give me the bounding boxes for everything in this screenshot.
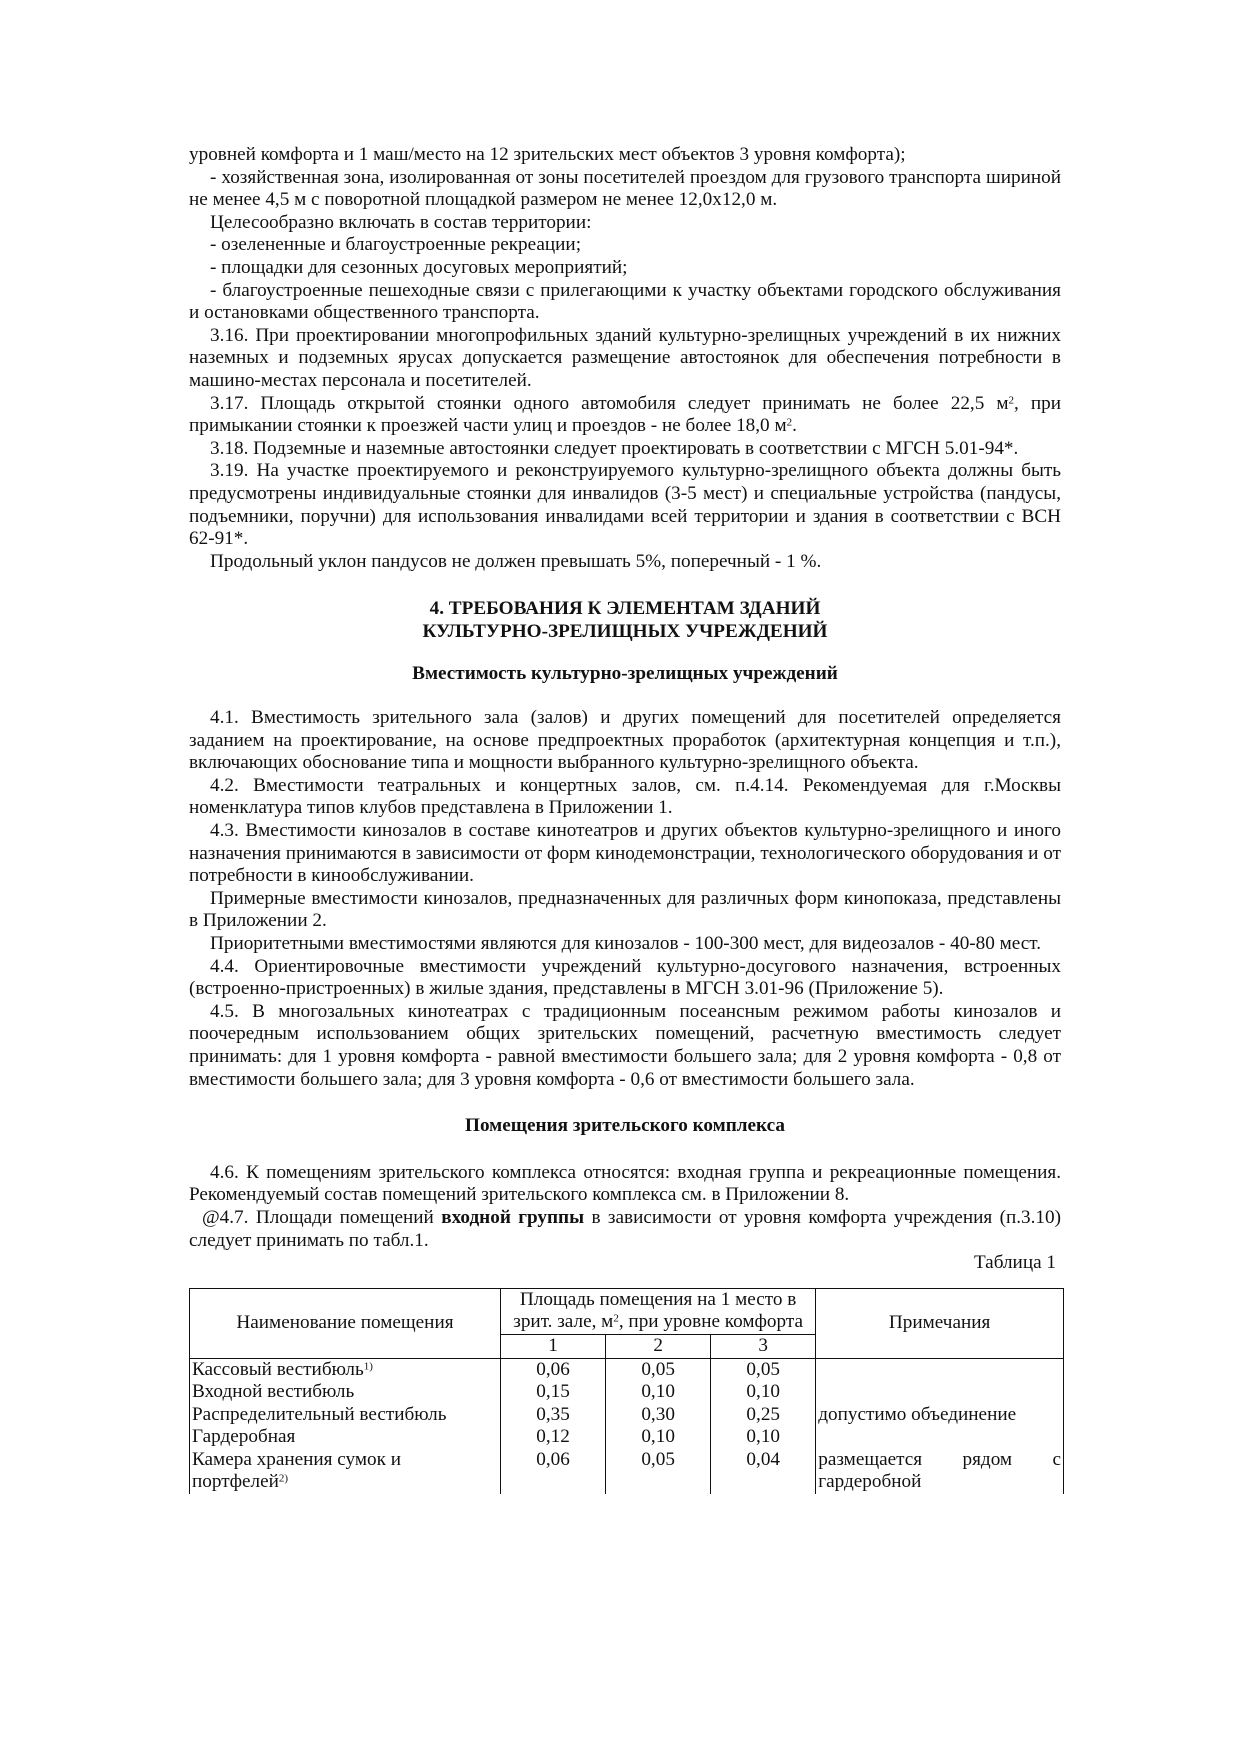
value-cell: 0,04 — [711, 1449, 816, 1494]
value-cell: 0,25 — [711, 1404, 816, 1427]
text: , при примыкании стоянки к проезжей части улиц и проездов - не более 18,0 м — [189, 392, 1061, 437]
paragraph: - благоустроенные пешеходные связи с прилегающими к участку объектами городского обслуживания и остановками общественного транспорта. — [189, 279, 1061, 324]
header-level-2: 2 — [606, 1334, 711, 1358]
table-row — [190, 1358, 1064, 1381]
paragraph: - площадки для сезонных досуговых мероприятий; — [210, 256, 628, 278]
paragraph: Приоритетными вместимостями являются для кинозалов - 100-300 мест, для видеозалов - 40-80 мест. — [210, 933, 1042, 954]
value-cell: 0,12 — [500, 1426, 605, 1449]
header-room-name: Наименование помещения — [190, 1288, 501, 1358]
paragraph: 4.3. Вместимости кинозалов в составе кинотеатров и других объектов культурно-зрелищного и иного назначения принимаются в зависимости от форм кинодемонстрации, технологического оборудования и от потребности в кинообслуживании. — [189, 820, 1061, 887]
superscript: 2 — [1008, 394, 1015, 407]
paragraph: Примерные вместимости кинозалов, предназначенных для различных форм кинопоказа, представлены в Приложении 2. — [189, 887, 1061, 932]
paragraph: 4.6. К помещениям зрительского комплекса относятся: входная группа и рекреационные помещения. Рекомендуемый состав помещений зрительского комплекса см. в Приложении 8. — [189, 1161, 1061, 1206]
header-area-line: Площадь помещения на 1 место в — [519, 1288, 797, 1310]
value-cell: 0,35 — [500, 1404, 605, 1427]
paragraph: 3.18. Подземные и наземные автостоянки следует проектировать в соответствии с МГСН 5.01-94*. — [210, 437, 1019, 459]
rooms-area-table — [189, 1288, 1064, 1494]
room-name-cell: Гардеробная — [190, 1426, 501, 1449]
paragraph-4-7 — [189, 1207, 1061, 1252]
value-cell: 0,06 — [500, 1449, 605, 1494]
note-cell — [816, 1358, 1064, 1381]
subsection-heading: Помещения зрительского комплекса — [465, 1115, 785, 1137]
value-cell: 0,30 — [606, 1404, 711, 1427]
bold-text: входной группы — [441, 1206, 585, 1228]
paragraph: 4.2. Вместимости театральных и концертных залов, см. п.4.14. Рекомендуемая для г.Москвы номенклатура типов клубов представлена в Приложении 1. — [189, 774, 1061, 819]
text: в зависимости от уровня комфорта учреждения (п.3.10) следует принимать по табл.1. — [189, 1206, 1061, 1251]
footnote-mark: 2) — [278, 1472, 289, 1485]
room-name-cell: Распределительный вестибюль — [190, 1404, 501, 1427]
value-cell: 0,15 — [500, 1381, 605, 1404]
value-cell: 0,10 — [606, 1381, 711, 1404]
value-cell: 0,05 — [606, 1449, 711, 1494]
paragraph-3-17 — [189, 393, 1061, 438]
value-cell: 0,10 — [711, 1381, 816, 1404]
room-name-cell — [190, 1449, 501, 1494]
value-cell: 0,06 — [500, 1358, 605, 1381]
note-word: рядом — [962, 1448, 1013, 1470]
note-cell — [816, 1381, 1064, 1404]
text: 3.17. Площадь открытой стоянки одного автомобиля следует принимать не более 22,5 м — [210, 392, 1009, 414]
text: @4.7. Площади помещений — [202, 1206, 442, 1228]
room-name-cell: Входной вестибюль — [190, 1381, 501, 1404]
note-line — [818, 1449, 1061, 1472]
value-cell: 0,05 — [606, 1358, 711, 1381]
room-name: Кассовый вестибюль — [192, 1358, 364, 1380]
room-name: портфелей — [192, 1471, 279, 1493]
header-level-1: 1 — [500, 1334, 605, 1358]
table-row — [190, 1381, 1064, 1404]
section-heading-line: 4. ТРЕБОВАНИЯ К ЭЛЕМЕНТАМ ЗДАНИЙ — [429, 598, 821, 620]
paragraph: 3.19. На участке проектируемого и реконструируемого культурно-зрелищного объекта должны быть предусмотрены индивидуальные стоянки для инвалидов (3-5 мест) и специальные устройства (пандусы, подъемники, поручни) для использования инвалидами всей территории и здания в соответствии с ВСН 62-91*. — [189, 460, 1061, 550]
note-word: с — [1052, 1448, 1061, 1470]
paragraph: уровней комфорта и 1 маш/место на 12 зрительских мест объектов 3 уровня комфорта); — [189, 144, 906, 165]
text: . — [792, 415, 797, 437]
table-row — [190, 1449, 1064, 1494]
header-level-3: 3 — [711, 1334, 816, 1358]
document-page — [189, 144, 1061, 1494]
paragraph: 3.16. При проектировании многопрофильных зданий культурно-зрелищных учреждений в их нижних наземных и подземных ярусах допускается размещение автостоянок для обеспечения потребности в машино-местах персонала и посетителей. — [189, 324, 1061, 391]
table-row — [190, 1426, 1064, 1449]
header-area-line: зрит. зале, м — [513, 1311, 614, 1333]
note-cell: допустимо объединение — [816, 1404, 1064, 1427]
superscript: 2 — [613, 1312, 619, 1325]
paragraph: 4.4. Ориентировочные вместимости учреждений культурно-досугового назначения, встроенных (встроенно-пристроенных) в жилые здания, представлены в МГСН 3.01-96 (Приложение 5). — [189, 955, 1061, 1000]
paragraph: - озелененные и благоустроенные рекреации; — [210, 234, 582, 256]
header-area-line: , при уровне комфорта — [618, 1311, 803, 1333]
section-heading-line: КУЛЬТУРНО-ЗРЕЛИЩНЫХ УЧРЕЖДЕНИЙ — [422, 620, 828, 642]
table-row — [190, 1404, 1064, 1427]
note-cell — [816, 1426, 1064, 1449]
header-area — [500, 1288, 815, 1334]
header-notes: Примечания — [816, 1288, 1064, 1358]
paragraph: 4.5. В многозальных кинотеатрах с традиционным посеансным режимом работы кинозалов и поочередным использованием общих зрительских помещений, расчетную вместимость следует принимать: для 1 уровня комфорта - равной вместимости большего зала; для 2 уровня комфорта - 0,8 от вместимости большего зала; для 3 уровня комфорта - 0,6 от вместимости большего зала. — [189, 1000, 1061, 1090]
subsection-heading: Вместимость культурно-зрелищных учреждений — [412, 663, 838, 685]
section-heading — [189, 598, 1061, 643]
note-line: гардеробной — [818, 1471, 922, 1493]
paragraph: Целесообразно включать в состав территории: — [210, 211, 592, 233]
room-name-cell — [190, 1358, 501, 1381]
paragraph: 4.1. Вместимость зрительного зала (залов) и других помещений для посетителей определяется заданием на проектирование, на основе предпроектных проработок (архитектурная концепция и т.п.), включающих обоснование типа и мощности выбранного культурно-зрелищного объекта. — [189, 707, 1061, 774]
value-cell: 0,05 — [711, 1358, 816, 1381]
table-label: Таблица 1 — [973, 1252, 1056, 1274]
room-name: Камера хранения сумок и — [192, 1448, 402, 1470]
paragraph: Продольный уклон пандусов не должен превышать 5%, поперечный - 1 %. — [210, 550, 822, 572]
footnote-mark: 1) — [363, 1360, 373, 1372]
value-cell: 0,10 — [606, 1426, 711, 1449]
superscript: 2 — [786, 416, 793, 429]
note-cell — [816, 1449, 1064, 1494]
note-word: размещается — [818, 1448, 923, 1470]
value-cell: 0,10 — [711, 1426, 816, 1449]
paragraph: - хозяйственная зона, изолированная от зоны посетителей проездом для грузового транспорта шириной не менее 4,5 м с поворотной площадкой размером не менее 12,0х12,0 м. — [189, 166, 1061, 211]
